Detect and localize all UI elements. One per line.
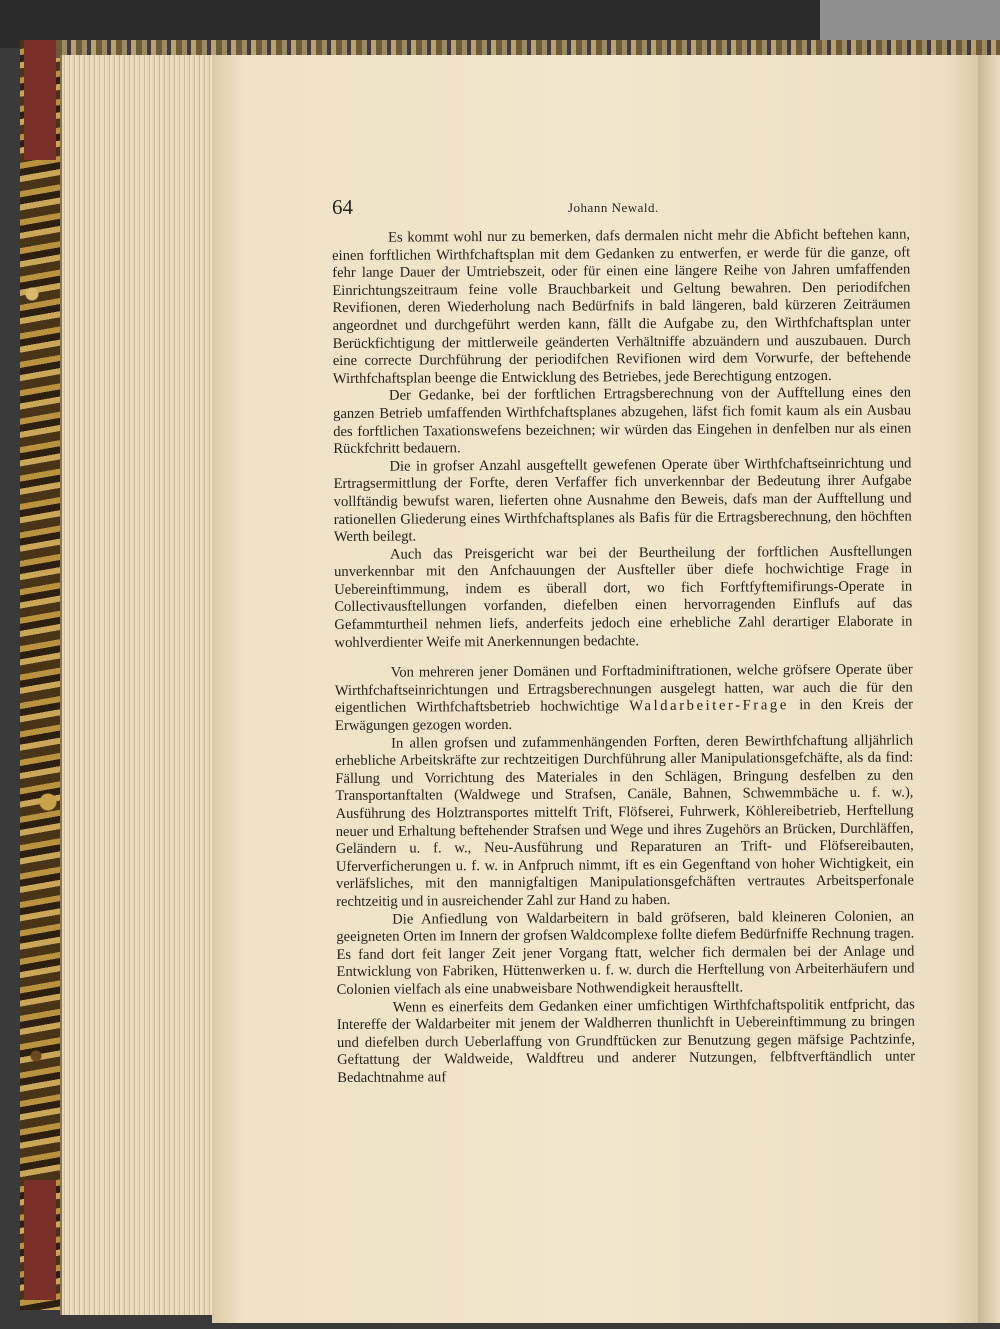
paragraph: Es kommt wohl nur zu bemerken, dafs dermalen nicht mehr die Abficht beftehen kann, einen forftlichen Wirthfchaftsplan mit dem Gedanken zu entwerfen, er werde für die ganze, oft fehr lange Dauer der Umtriebszeit, oder für einen eine längere Reihe von Jahren umfaffenden Einrichtungszeitraum feine volle Brauchbarkeit und Geltung bewahren. Den periodifchen Revifionen, deren Wiederholung nach Bedürfnifs in bald längeren, bald kürzeren Zeiträumen angeordnet und durchgeführt werden kann, fällt die Aufgabe zu, den Wirthfchaftsplan unter Berückfichtigung der mittlerweile geänderten Verhältniffe abzuändern und auszubauen. Durch eine correcte Durchführung der periodifchen Revifionen wird dem Vorwurfe, der beftehende Wirthfchaftsplan beenge die Entwicklung des Betriebes, jede Berechtigung entzogen.	[332, 226, 911, 387]
grey-background	[820, 0, 1000, 40]
paragraph: Wenn es einerfeits dem Gedanken einer umfichtigen Wirthfchaftspolitik entfpricht, das Intereffe der Waldarbeiter mit jenem der Waldherren thunlichft in Uebereinftimmung zu bringen und diefelben durch Ueberlaffung von Grundftücken zur Benutzung gegen mäfsige Pachtzinfe, Geftattung der Waldweide, Waldftreu und anderer Nutzungen, felbftverftändlich unter Bedachtnahme auf	[336, 995, 916, 1086]
running-head: Johann Newald.	[568, 200, 659, 215]
body-text	[332, 226, 915, 1087]
marbled-cover-edge	[20, 40, 63, 1310]
book-gutter	[978, 55, 1000, 1323]
paragraph-text: Von mehreren jener Domänen und Forftadminiftrationen, welche gröfsere Operate über Wirthfchaftseinrichtungen und Ertragsberechnungen ausgelegt hatten, war auch die für den eigentlichen Wirthfchaftsbetrieb hochwichtige	[334, 661, 913, 717]
paragraph: Die in grofser Anzahl ausgeftellt gewefenen Operate über Wirthfchaftseinrichtung und Ertragsermittlung der Forfte, deren Verfaffer fich unverkennbar der Bedeutung ihrer Aufgabe vollftändig bewufst waren, lieferten ohne Ausnahme den Beweis, dafs man der Aufftellung und rationellen Gliederung eines Wirthfchaftsplanes als Bafis für die Ertragsberechnung, den höchften Werth beilegt.	[333, 455, 912, 546]
paragraph: Die Anfiedlung von Waldarbeitern in bald gröfseren, bald kleineren Colonien, an geeigneten Orten im Innern der grofsen Waldcomplexe follte diefem Bedürfniffe Rechnung tragen. Es fand dort feit langer Zeit jener Vorgang ftatt, welcher fich dermalen bei der Anlage und Entwicklung von Fabriken, Hüttenwerken u. f. w. durch die Herftellung von Arbeiterhäufern und Colonien vielfach als eine unabweisbare Nothwendigkeit herausftellt.	[336, 908, 915, 998]
page-number: 64	[332, 195, 353, 219]
paragraph: Auch das Preisgericht war bei der Beurtheilung der forftlichen Ausftellungen unverkennbar mit den Anfchauungen der Ausfteller über diefe hochwichtige Frage in Uebereinftimmung, indem es überall dort, wo fich Forftfyftemifirungs-Operate in Collectivausftellungen vorfanden, diefelben einen hervorragenden Einflufs auf das Gefammturtheil nehmen liefs, anderfeits jedoch eine erhebliche Zahl derartiger Elaborate in wohlverdienter Weife mit Anerkennungen bedachte.	[334, 543, 913, 651]
page-header	[332, 195, 912, 225]
page-stack-edge	[60, 55, 222, 1315]
paragraph: Der Gedanke, bei der forftlichen Ertragsberechnung von der Aufftellung eines den ganzen Betrieb umfaffenden Wirthfchaftsplanes abzugehen, läfst fich fomit kaum als ein Ausbau des forftlichen Taxationswefens bezeichnen; wir würden das Eingehen in denfelben nur als einen Rückfchritt bedauern.	[333, 384, 912, 458]
paragraph: In allen grofsen und zufammenhängenden Forften, deren Bewirthfchaftung alljährlich erhebliche Arbeitskräfte zur rechtzeitigen Durchführung aller Manipulationsgefchäfte, als da find: Fällung und Vorrichtung des Materiales in den Schlägen, Bringung desfelben zu den Transportanftalten (Waldwege und Strafsen, Canäle, Bahnen, Schwemmbäche u. f. w.), Ausführung des Holztransportes mittelft Trift, Flöfserei, Fuhrwerk, Köhlereibetrieb, Herftellung neuer und Erhaltung beftehender Strafsen und Wege und ihres Zugehörs an Brücken, Durchläffen, Geländern u. f. w., Neu-Ausführung und Reparaturen an Trift- und Flöfsereibauten, Uferverficherungen u. f. w. in Anfpruch nimmt, ift es ein Gegenftand von hoher Wichtigkeit, ein verläfsliches, mit den mannigfaltigen Manipulationsgefchäften vertrautes Arbeitsperfonale rechtzeitig und in ausreichender Zahl zur Hand zu haben.	[335, 732, 915, 910]
paragraph-text: in den Kreis der Erwägungen gezogen worden.	[334, 696, 913, 735]
paragraph	[335, 662, 913, 736]
emphasized-term: Waldarbeiter-Frage	[629, 697, 789, 715]
cover-corner-bottom	[24, 1180, 56, 1300]
cover-corner-top	[24, 40, 56, 160]
